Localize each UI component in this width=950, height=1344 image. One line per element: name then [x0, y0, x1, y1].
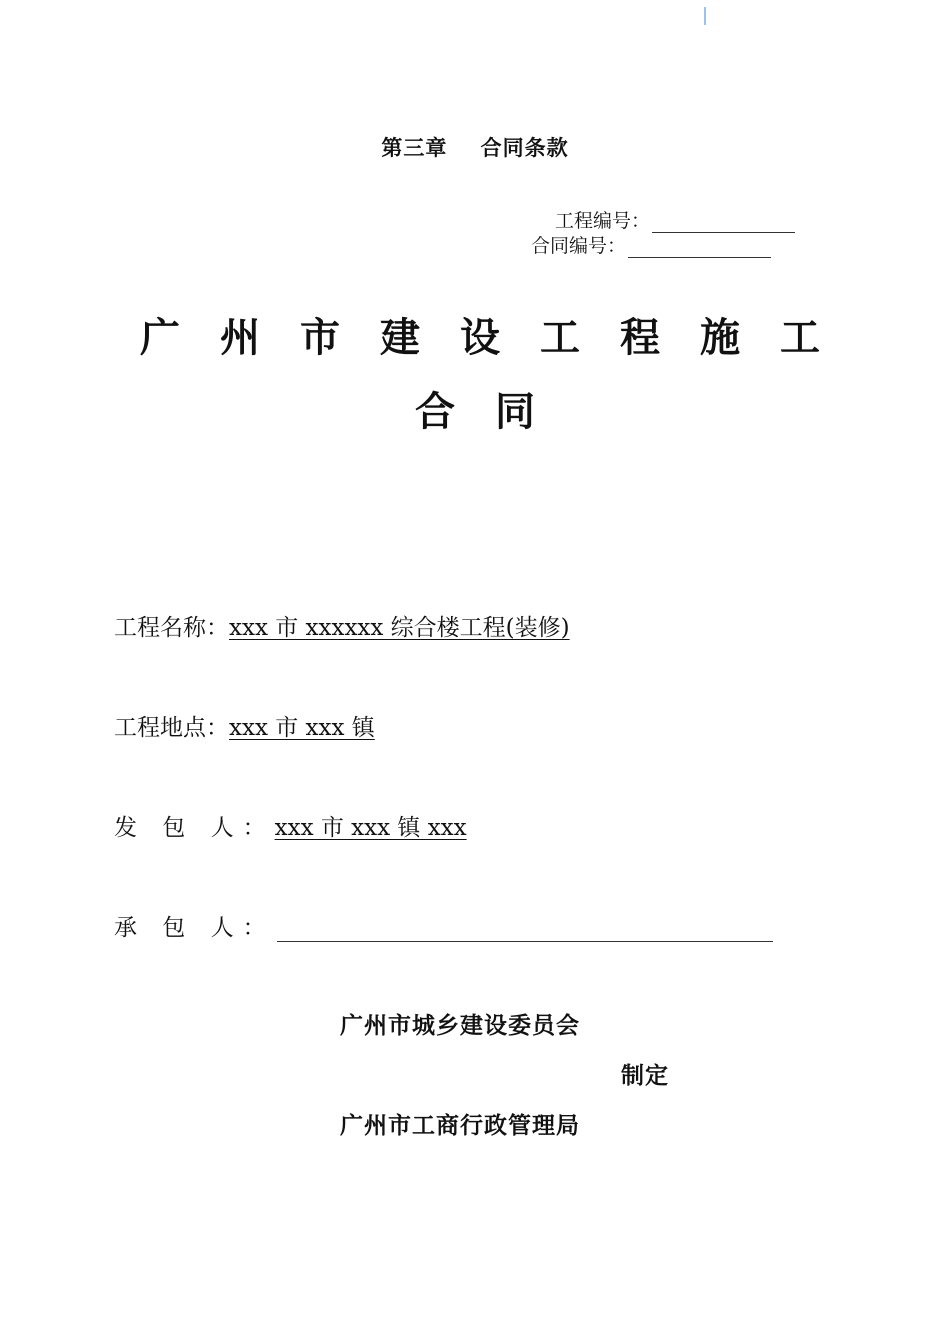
title-char: 设	[460, 315, 500, 361]
project-location-row	[114, 709, 375, 742]
main-title-line-2	[0, 380, 950, 437]
project-number-label: 工程编号：	[555, 210, 651, 232]
project-location-label: 工程地点：	[114, 715, 229, 741]
issuer-made-label: 制定	[621, 1063, 669, 1089]
title-char: 市	[300, 315, 340, 361]
title-char: 同	[495, 389, 535, 435]
contract-number-line	[531, 231, 771, 258]
text-cursor-marker	[704, 7, 706, 25]
contractor-label: 承 包 人：	[114, 915, 275, 941]
employer-value[interactable]: xxx 市 xxx 镇 xxx	[274, 815, 467, 841]
chapter-title: 第三章 合同条款	[381, 136, 569, 160]
employer-row	[114, 809, 467, 842]
contract-number-label: 合同编号：	[531, 235, 627, 257]
issuer-commerce-bureau: 广州市工商行政管理局	[340, 1113, 580, 1139]
project-number-line	[555, 206, 795, 233]
title-char: 施	[700, 315, 740, 361]
title-char: 广	[140, 315, 180, 361]
project-location-value[interactable]: xxx 市 xxx 镇	[229, 715, 375, 741]
project-name-label: 工程名称：	[114, 615, 229, 641]
project-name-value[interactable]: xxx 市 xxxxxx 综合楼工程(装修)	[229, 615, 570, 641]
main-title-line-1	[140, 306, 820, 363]
title-char: 工	[540, 315, 580, 361]
title-char: 合	[415, 389, 455, 435]
employer-label: 发 包 人：	[114, 815, 275, 841]
project-name-row	[114, 609, 570, 642]
title-char: 程	[620, 315, 660, 361]
issuer-construction-committee: 广州市城乡建设委员会	[340, 1013, 580, 1039]
title-char: 建	[380, 315, 420, 361]
contractor-row	[114, 909, 773, 942]
title-char: 州	[220, 315, 260, 361]
contract-number-blank[interactable]	[628, 239, 771, 258]
title-char: 工	[780, 315, 820, 361]
contractor-blank[interactable]	[277, 919, 773, 942]
